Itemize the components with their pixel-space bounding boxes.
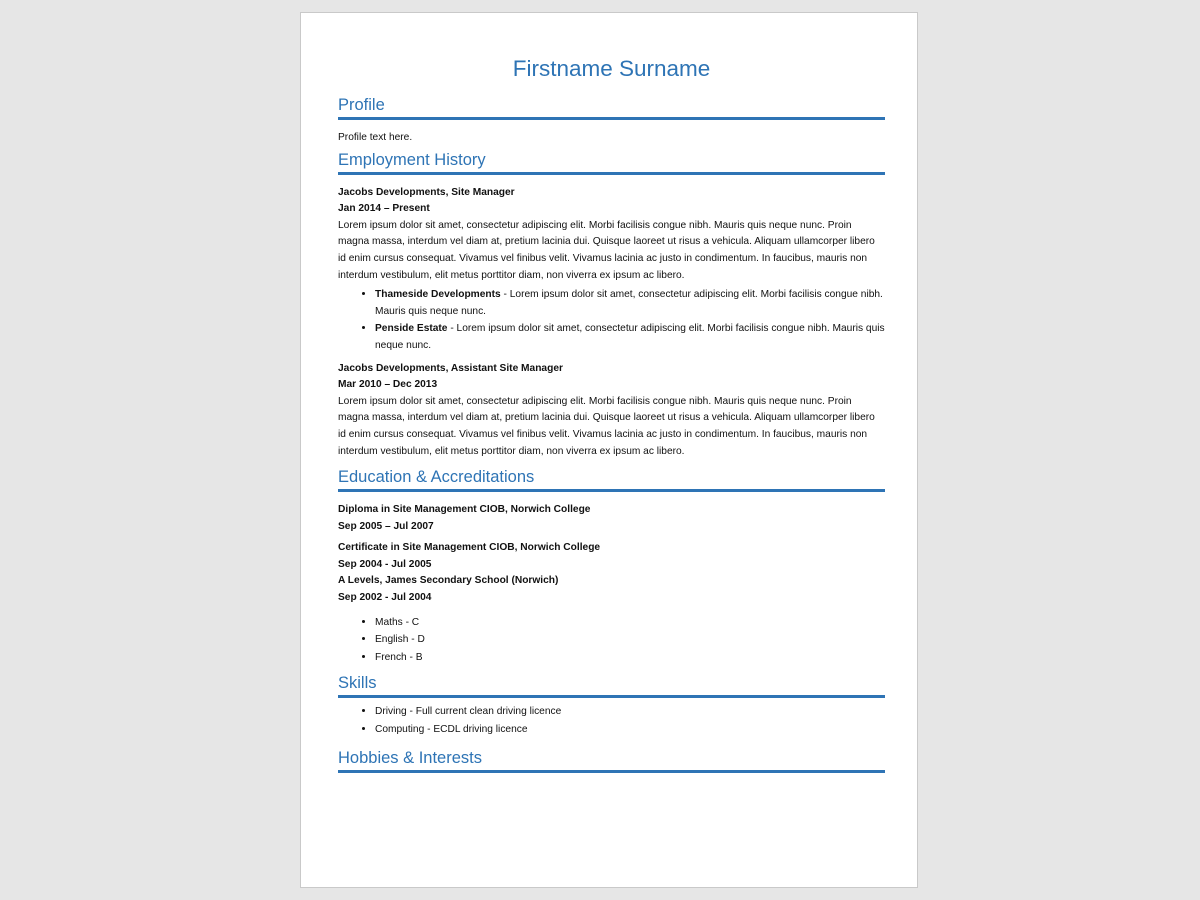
- job-description: Lorem ipsum dolor sit amet, consectetur adipiscing elit. Morbi facilisis congue nibh. Mauris quis neque nunc. Proin magna massa, interdum vel diam at, pretium lacinia dui. Quisque laoreet ut risus a vehicula. Aliquam ullamcorper libero id enim cursus consequat. Vivamus vel finibus velit. Vivamus lacinia ac justo in condimentum. In faucibus, mauris non interdum vestibulum, elit metus porttitor diam, non viverra ex ipsum ac libero.: [338, 219, 875, 281]
- project-item: [375, 286, 885, 320]
- project-item: [375, 320, 885, 354]
- project-text: - Lorem ipsum dolor sit amet, consectetur adipiscing elit. Morbi facilisis congue nibh. Mauris quis neque nunc.: [375, 289, 883, 317]
- skill-item: • Driving - Full current clean driving licence: [375, 703, 885, 721]
- project-list: [338, 286, 885, 354]
- education-dates: Sep 2005 – Jul 2007: [338, 520, 434, 532]
- project-text: - Lorem ipsum dolor sit amet, consectetur adipiscing elit. Morbi facilisis congue nibh. Mauris quis neque nunc.: [375, 323, 885, 351]
- job-description: Lorem ipsum dolor sit amet, consectetur adipiscing elit. Morbi facilisis congue nibh. Mauris quis neque nunc. Proin magna massa, interdum vel diam at, pretium lacinia dui. Quisque laoreet ut risus a vehicula. Aliquam ullamcorper libero id enim cursus consequat. Vivamus vel finibus velit. Vivamus lacinia ac justo in condimentum. In faucibus, mauris non interdum vestibulum, elit metus porttitor diam, non viverra ex ipsum ac libero.: [338, 395, 875, 457]
- grade-item: • French - B: [375, 649, 885, 667]
- skill-item: • Computing - ECDL driving licence: [375, 721, 885, 739]
- profile-heading: Profile: [338, 95, 885, 120]
- job-entry: [338, 185, 885, 355]
- job-dates: Jan 2014 – Present: [338, 203, 430, 215]
- education-title: Certificate in Site Management CIOB, Norwich College: [338, 542, 601, 554]
- grade-item: • Maths - C: [375, 614, 885, 632]
- grade-item: • English - D: [375, 631, 885, 649]
- education-entry: [338, 540, 885, 573]
- grades-list: [338, 614, 885, 667]
- education-entry: [338, 573, 885, 606]
- education-dates: Sep 2004 - Jul 2005: [338, 558, 432, 570]
- education-title: Diploma in Site Management CIOB, Norwich College: [338, 504, 591, 516]
- job-entry: [338, 361, 885, 461]
- document-title: Firstname Surname: [512, 56, 711, 81]
- profile-text: Profile text here.: [338, 132, 413, 143]
- employment-heading: Employment History: [338, 150, 885, 175]
- skills-heading: Skills: [338, 673, 885, 698]
- job-title: Jacobs Developments, Assistant Site Manager: [338, 362, 563, 374]
- project-name: Thameside Developments: [375, 289, 501, 301]
- skills-list: [338, 703, 885, 738]
- job-title: Jacobs Developments, Site Manager: [338, 186, 515, 198]
- education-heading: Education & Accreditations: [338, 467, 885, 492]
- education-dates: Sep 2002 - Jul 2004: [338, 592, 432, 604]
- education-title: A Levels, James Secondary School (Norwich): [338, 575, 559, 587]
- project-name: Penside Estate: [375, 323, 448, 335]
- education-entry: [338, 502, 885, 535]
- job-dates: Mar 2010 – Dec 2013: [338, 379, 438, 391]
- hobbies-heading: Hobbies & Interests: [338, 748, 885, 773]
- document-content: [338, 13, 885, 773]
- document-page: [300, 12, 918, 888]
